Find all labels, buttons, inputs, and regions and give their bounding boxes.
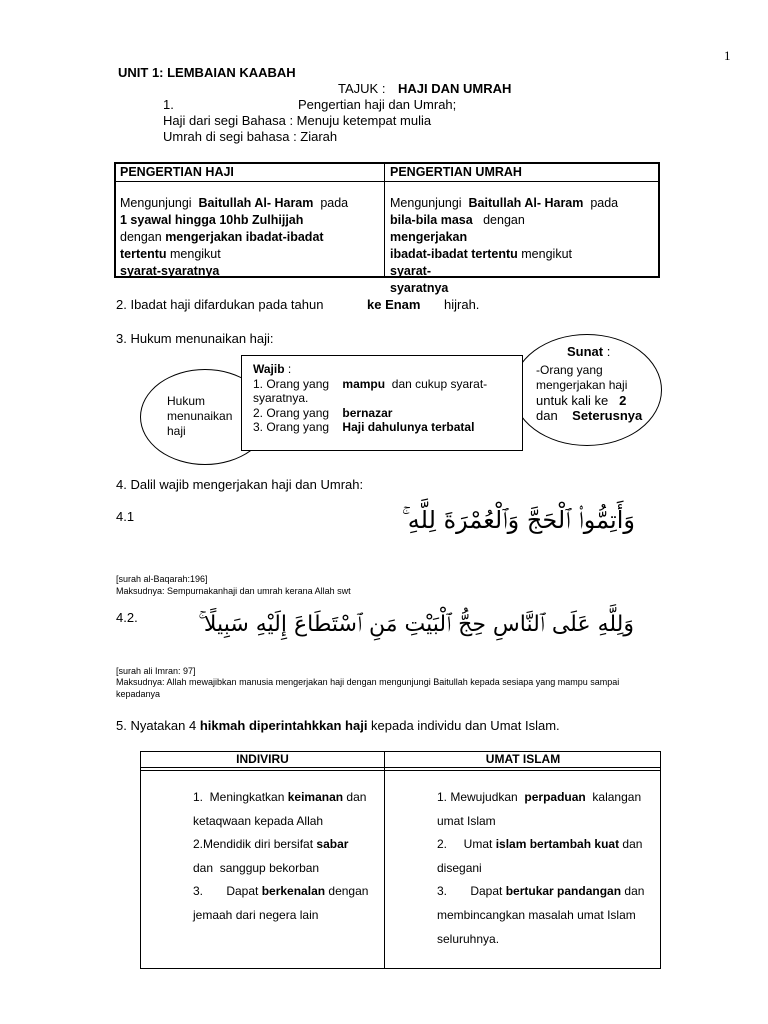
pengertian-umrah-line: syarat- [390, 264, 431, 278]
wajib-text: Wajib : 1. Orang yang mampu dan cukup syarat- syaratnya. 2. Orang yang bernazar 3. Orang yang Haji dahulunya terbatal [253, 362, 488, 434]
sunat-title: Sunat [567, 344, 604, 359]
unit-title: UNIT 1: LEMBAIAN KAABAH [118, 65, 296, 80]
hikmah-individu-line: dan sanggup bekorban [193, 860, 320, 875]
dalil-2-number: 4.2. [116, 610, 138, 625]
dalil-2-maksud-line-2: kepadanya [116, 689, 161, 699]
section-2-bold: ke Enam [367, 297, 421, 312]
pengertian-haji-line: tertentu mengikut [120, 247, 225, 261]
hikmah-individu-line: 1. Meningkatkan keimanan dan [193, 790, 367, 804]
pengertian-table [114, 162, 660, 295]
pengertian-umrah-line: syaratnya [390, 281, 449, 295]
hikmah-individu-line: jemaah dari negera lain [193, 907, 319, 922]
dalil-1-reference: [surah al-Baqarah:196] [116, 574, 208, 584]
dalil-1-maksud: Maksudnya: Sempurnakanhaji dan umrah kerana Allah swt [116, 586, 351, 596]
header-umat-islam: UMAT ISLAM [485, 752, 561, 766]
header-individu: INDIVIRU [236, 752, 289, 766]
pengertian-umrah-line: bila-bila masa dengan [390, 213, 529, 227]
hikmah-umat-line: seluruhnya. [437, 931, 500, 946]
hikmah-umat-text [437, 786, 644, 951]
tajuk-value: HAJI DAN UMRAH [398, 81, 512, 96]
dalil-1-number: 4.1 [116, 509, 135, 524]
umrah-bahasa: Umrah di segi bahasa : Ziarah [163, 129, 338, 144]
hikmah-individu-line: ketaqwaan kepada Allah [193, 813, 324, 828]
header-pengertian-umrah: PENGERTIAN UMRAH [390, 165, 522, 179]
pengertian-umrah-text [390, 195, 618, 297]
hukum-oval-text: Hukum menunaikan haji [167, 394, 233, 438]
pengertian-haji-text [120, 195, 348, 280]
hikmah-umat-line: umat Islam [437, 813, 496, 828]
pengertian-umrah-line: ibadat-ibadat tertentu mengikut [390, 247, 576, 261]
wajib-box [241, 355, 523, 451]
section-4-text: 4. Dalil wajib mengerjakan haji dan Umrah: [116, 477, 364, 492]
pengertian-haji-line: syarat-syaratnya [120, 264, 220, 278]
hikmah-individu-line: 3. Dapat berkenalan dengan [193, 884, 369, 899]
hikmah-individu-text [193, 786, 368, 928]
hikmah-umat-line: disegani [437, 860, 482, 875]
page-number: 1 [724, 48, 731, 63]
wajib-title: Wajib [253, 362, 285, 376]
hikmah-umat-line: 2. Umat islam bertambah kuat dan [437, 837, 643, 852]
section-1-text: Pengertian haji dan Umrah; [298, 97, 457, 112]
sunat-text: -Orang yang mengerjakan haji untuk kali ke 2 dan Seterusnya [536, 363, 643, 423]
pengertian-haji-line: Mengunjungi Baitullah Al- Haram pada [120, 196, 349, 210]
haji-bahasa: Haji dari segi Bahasa : Menuju ketempat mulia [163, 113, 432, 128]
dalil-2-maksud-line-1: Maksudnya: Allah mewajibkan manusia mengerjakan haji dengan mengunjungi Baitullah kepada sesiapa yang mampu sampai [116, 677, 620, 687]
header-pengertian-haji: PENGERTIAN HAJI [120, 165, 234, 179]
hikmah-umat-line: 1. Mewujudkan perpaduan kalangan [437, 790, 642, 804]
hikmah-umat-line: 3. Dapat bertukar pandangan dan [437, 884, 645, 899]
pengertian-umrah-line: Mengunjungi Baitullah Al- Haram pada [390, 196, 619, 210]
dalil-1-arabic: وَأَتِمُّوا۟ ٱلْحَجَّ وَٱلْعُمْرَةَ لِلَّهِ ۚ [401, 506, 635, 534]
section-1-number: 1. [163, 97, 174, 112]
pengertian-umrah-line: mengerjakan [390, 230, 468, 244]
hikmah-individu-line: 2.Mendidik diri bersifat sabar [193, 837, 349, 852]
section-3-text: 3. Hukum menunaikan haji: [116, 331, 274, 346]
pengertian-haji-line: 1 syawal hingga 10hb Zulhijjah [120, 213, 304, 227]
tajuk-label: TAJUK : [338, 81, 386, 96]
hikmah-umat-line: membincangkan masalah umat Islam [437, 907, 636, 922]
pengertian-haji-line: dengan mengerjakan ibadat-ibadat [120, 230, 324, 244]
section-2-text: 2. Ibadat haji difardukan pada tahun [116, 297, 324, 312]
section-5-text: 5. Nyatakan 4 hikmah diperintahkkan haji kepada individu dan Umat Islam. [116, 718, 560, 733]
section-2-tail: hijrah. [444, 297, 480, 312]
dalil-2-arabic: وَلِلَّهِ عَلَى ٱلنَّاسِ حِجُّ ٱلْبَيْتِ مَنِ ٱسْتَطَاعَ إِلَيْهِ سَبِيلًا ۚ [198, 612, 634, 637]
sunat-oval: Sunat : -Orang yang mengerjakan haji untuk kali ke 2 dan Seterusnya [512, 334, 662, 446]
hikmah-table [140, 751, 661, 969]
dalil-2-reference: [surah ali Imran: 97] [116, 666, 196, 676]
